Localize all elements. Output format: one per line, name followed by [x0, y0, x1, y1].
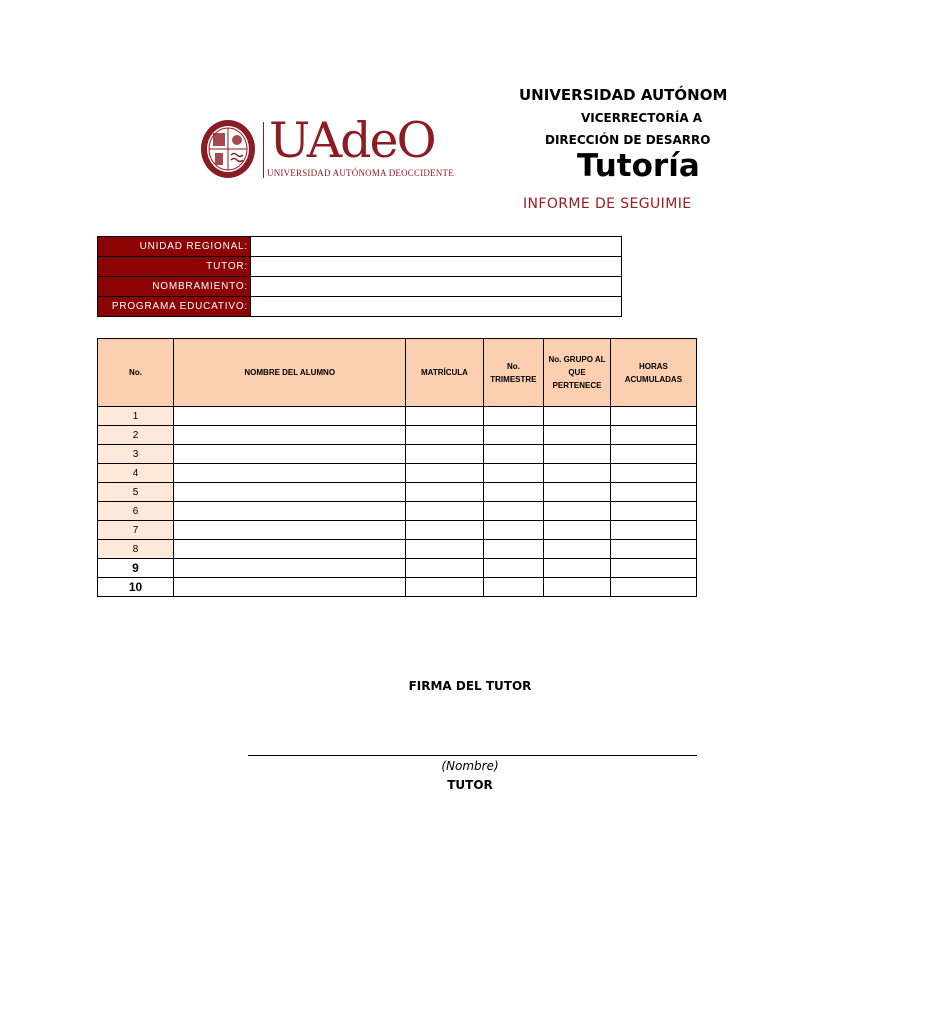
matricula-cell[interactable]	[406, 445, 483, 464]
matricula-cell[interactable]	[406, 464, 483, 483]
student-name-cell[interactable]	[174, 445, 406, 464]
table-row	[98, 483, 697, 502]
trimestre-cell[interactable]	[483, 521, 544, 540]
header-grupo: No. GRUPO AL QUE PERTENECE	[544, 339, 611, 407]
horas-cell[interactable]	[610, 407, 696, 426]
row-number: 10	[98, 578, 174, 597]
table-row	[98, 445, 697, 464]
programa-educativo-label: PROGRAMA EDUCATIVO:	[98, 297, 251, 317]
header-trimestre: No. TRIMESTRE	[483, 339, 544, 407]
row-number: 9	[98, 559, 174, 578]
horas-cell[interactable]	[610, 426, 696, 445]
grupo-cell[interactable]	[544, 502, 611, 521]
grupo-cell[interactable]	[544, 559, 611, 578]
header-no: No.	[98, 339, 174, 407]
table-row	[98, 464, 697, 483]
trimestre-cell[interactable]	[483, 426, 544, 445]
row-number: 5	[98, 483, 174, 502]
matricula-cell[interactable]	[406, 559, 483, 578]
student-name-cell[interactable]	[174, 559, 406, 578]
horas-cell[interactable]	[610, 502, 696, 521]
page-title: Tutoría	[577, 148, 700, 184]
logo-wordmark: UAdeO	[269, 112, 435, 169]
horas-cell[interactable]	[610, 559, 696, 578]
student-name-cell[interactable]	[174, 578, 406, 597]
programa-educativo-field[interactable]	[251, 297, 622, 317]
student-name-cell[interactable]	[174, 521, 406, 540]
grupo-cell[interactable]	[544, 521, 611, 540]
trimestre-cell[interactable]	[483, 407, 544, 426]
trimestre-cell[interactable]	[483, 578, 544, 597]
row-number: 3	[98, 445, 174, 464]
tutor-field[interactable]	[251, 257, 622, 277]
student-name-cell[interactable]	[174, 540, 406, 559]
row-number: 7	[98, 521, 174, 540]
table-row	[98, 540, 697, 559]
matricula-cell[interactable]	[406, 578, 483, 597]
row-number: 8	[98, 540, 174, 559]
grupo-cell[interactable]	[544, 445, 611, 464]
grupo-cell[interactable]	[544, 540, 611, 559]
tutor-caption: TUTOR	[447, 778, 493, 792]
nombre-label: (Nombre)	[441, 759, 499, 773]
horas-cell[interactable]	[610, 445, 696, 464]
student-name-cell[interactable]	[174, 464, 406, 483]
vicerrectoria-label: VICERRECTORÍA A	[581, 111, 703, 125]
matricula-cell[interactable]	[406, 540, 483, 559]
student-table-container	[97, 338, 697, 602]
grupo-cell[interactable]	[544, 483, 611, 502]
uadeo-logo	[200, 112, 454, 183]
nombramiento-label: NOMBRAMIENTO:	[98, 277, 251, 297]
info-table	[97, 236, 622, 317]
tutor-label: TUTOR:	[98, 257, 251, 277]
nombramiento-field[interactable]	[251, 277, 622, 297]
info-row-unidad	[98, 237, 622, 257]
matricula-cell[interactable]	[406, 407, 483, 426]
grupo-cell[interactable]	[544, 464, 611, 483]
trimestre-cell[interactable]	[483, 502, 544, 521]
table-row	[98, 407, 697, 426]
row-number: 2	[98, 426, 174, 445]
student-name-cell[interactable]	[174, 483, 406, 502]
trimestre-cell[interactable]	[483, 483, 544, 502]
university-seal-icon	[200, 119, 256, 179]
student-name-cell[interactable]	[174, 426, 406, 445]
horas-cell[interactable]	[610, 521, 696, 540]
trimestre-cell[interactable]	[483, 445, 544, 464]
table-row	[98, 559, 697, 578]
student-table	[97, 338, 697, 597]
student-name-cell[interactable]	[174, 502, 406, 521]
student-name-cell[interactable]	[174, 407, 406, 426]
direccion-label: DIRECCIÓN DE DESARRO	[545, 133, 711, 147]
table-row	[98, 521, 697, 540]
report-title: INFORME DE SEGUIMIE	[523, 196, 692, 212]
grupo-cell[interactable]	[544, 578, 611, 597]
table-row	[98, 578, 697, 597]
horas-cell[interactable]	[610, 464, 696, 483]
row-number: 6	[98, 502, 174, 521]
table-row	[98, 426, 697, 445]
trimestre-cell[interactable]	[483, 559, 544, 578]
horas-cell[interactable]	[610, 540, 696, 559]
table-header-row	[98, 339, 697, 407]
header-nombre: NOMBRE DEL ALUMNO	[174, 339, 406, 407]
grupo-cell[interactable]	[544, 426, 611, 445]
unidad-regional-label: UNIDAD REGIONAL:	[98, 237, 251, 257]
header-matricula: MATRÍCULA	[406, 339, 483, 407]
trimestre-cell[interactable]	[483, 540, 544, 559]
table-row	[98, 502, 697, 521]
horas-cell[interactable]	[610, 483, 696, 502]
row-number: 1	[98, 407, 174, 426]
horas-cell[interactable]	[610, 578, 696, 597]
logo-divider	[263, 122, 264, 178]
matricula-cell[interactable]	[406, 483, 483, 502]
trimestre-cell[interactable]	[483, 464, 544, 483]
row-number: 4	[98, 464, 174, 483]
matricula-cell[interactable]	[406, 521, 483, 540]
info-row-nombramiento	[98, 277, 622, 297]
header-horas: HORAS ACUMULADAS	[610, 339, 696, 407]
signature-line	[248, 755, 697, 756]
firma-label: FIRMA DEL TUTOR	[408, 679, 532, 693]
table-body	[98, 407, 697, 597]
logo-subtitle: UNIVERSIDAD AUTÓNOMA DEOCCIDENTE	[267, 168, 454, 178]
university-name: UNIVERSIDAD AUTÓNOM	[519, 86, 728, 104]
info-row-programa	[98, 297, 622, 317]
matricula-cell[interactable]	[406, 502, 483, 521]
matricula-cell[interactable]	[406, 426, 483, 445]
info-row-tutor	[98, 257, 622, 277]
grupo-cell[interactable]	[544, 407, 611, 426]
unidad-regional-field[interactable]	[251, 237, 622, 257]
